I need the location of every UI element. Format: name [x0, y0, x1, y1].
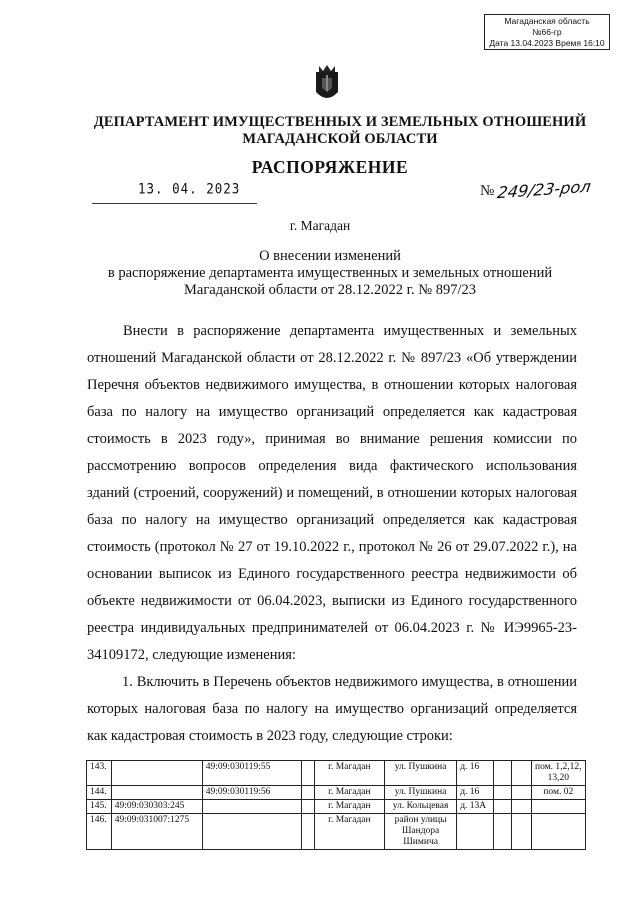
document-number [480, 176, 593, 203]
document-type-title: РАСПОРЯЖЕНИЕ [251, 157, 409, 177]
subject-line2: в распоряжение департамента имущественных и земельных отношений [107, 265, 553, 282]
house-cell: д. 16 [457, 786, 494, 800]
premises-cadastral-cell: 49:09:030119:56 [202, 786, 301, 800]
cadastral-number-cell [111, 761, 202, 786]
city-line: г. Магадан [289, 218, 351, 233]
empty-cell [302, 786, 315, 800]
city-cell: г. Магадан [314, 800, 384, 814]
table-row [87, 786, 586, 800]
empty-cell [302, 814, 315, 850]
subject-block [80, 248, 580, 300]
premises-cadastral-cell: 49:09:030119:55 [202, 761, 301, 786]
row-number-cell: 143. [87, 761, 112, 786]
department-name-line1: ДЕПАРТАМЕНТ ИМУЩЕСТВЕННЫХ И ЗЕМЕЛЬНЫХ ОТНОШЕНИЙ [93, 114, 587, 130]
stamp-number: №66-гр [532, 27, 562, 37]
cadastral-number-cell [111, 786, 202, 800]
cadastral-number-cell: 49:09:030303:245 [111, 800, 202, 814]
empty-cell [493, 761, 511, 786]
city-cell: г. Магадан [314, 814, 384, 850]
empty-cell [302, 800, 315, 814]
department-header [80, 114, 600, 148]
subject-line1: О внесении изменений [259, 248, 401, 264]
body-paragraph: Внести в распоряжение департамента имущественных и земельных отношений Магаданской области от 28.12.2022 г. № 897/23 «Об утверждении Перечня объектов недвижимого имущества, в отношении которых налоговая база по налогу на имущество организаций определяется как кадастровая стоимость в 2023 году», принимая во внимание решения комиссии по рассмотрению вопросов определения вида фактического использования зданий (строений, сооружений) и помещений, в отношении которых налоговая база по налогу на имущество организаций определяется как кадастровая стоимость (протокол № 27 от 19.10.2022 г., протокол № 26 от 29.07.2022 г.), на основании выписок из Единого государственного реестра недвижимости об объекте недвижимости от 06.04.2023, выписки из Единого государственного реестра индивидуальных предпринимателей от 06.04.2023 г. № ИЭ9965-23-34109172, следующие изменения: [87, 323, 577, 663]
street-cell: район улицы Шандора Шимича [384, 814, 456, 850]
objects-table [86, 760, 586, 850]
stamp-datetime: Дата 13.04.2023 Время 16:10 [489, 38, 605, 48]
empty-cell [302, 761, 315, 786]
empty-cell [511, 786, 531, 800]
cadastral-number-cell: 49:09:031007:1275 [111, 814, 202, 850]
premises-cadastral-cell [202, 800, 301, 814]
street-cell: ул. Кольцевая [384, 800, 456, 814]
date-underline [92, 203, 257, 204]
room-cell: пом. 1,2,12, 13,20 [531, 761, 585, 786]
house-cell [457, 814, 494, 850]
objects-table-body [87, 761, 586, 850]
coat-of-arms-icon [310, 62, 344, 106]
row-number-cell: 145. [87, 800, 112, 814]
number-handwritten: 249/23-рол [496, 176, 593, 203]
table-row [87, 800, 586, 814]
row-number-cell: 146. [87, 814, 112, 850]
table-row [87, 814, 586, 850]
room-cell: пом. 02 [531, 786, 585, 800]
table-row [87, 761, 586, 786]
city-cell: г. Магадан [314, 761, 384, 786]
department-name-line2: МАГАДАНСКОЙ ОБЛАСТИ [242, 131, 438, 147]
stamp-region: Магаданская область [504, 16, 590, 26]
empty-cell [511, 814, 531, 850]
document-date: 13. 04. 2023 [138, 179, 241, 198]
street-cell: ул. Пушкина [384, 761, 456, 786]
street-cell: ул. Пушкина [384, 786, 456, 800]
premises-cadastral-cell [202, 814, 301, 850]
empty-cell [493, 786, 511, 800]
number-sign: № [480, 183, 495, 199]
document-body [87, 318, 577, 750]
registration-stamp [484, 14, 610, 50]
city-cell: г. Магадан [314, 786, 384, 800]
house-cell: д. 16 [457, 761, 494, 786]
house-cell: д. 13А [457, 800, 494, 814]
empty-cell [493, 814, 511, 850]
room-cell [531, 800, 585, 814]
room-cell [531, 814, 585, 850]
empty-cell [511, 761, 531, 786]
empty-cell [511, 800, 531, 814]
subject-line3: Магаданской области от 28.12.2022 г. № 897/23 [184, 282, 476, 299]
body-item-1: 1. Включить в Перечень объектов недвижимого имущества, в отношении которых налоговая база по налогу на имущество организаций определяется как кадастровая стоимость в 2023 году, следующие строки: [87, 674, 577, 744]
row-number-cell: 144. [87, 786, 112, 800]
empty-cell [493, 800, 511, 814]
